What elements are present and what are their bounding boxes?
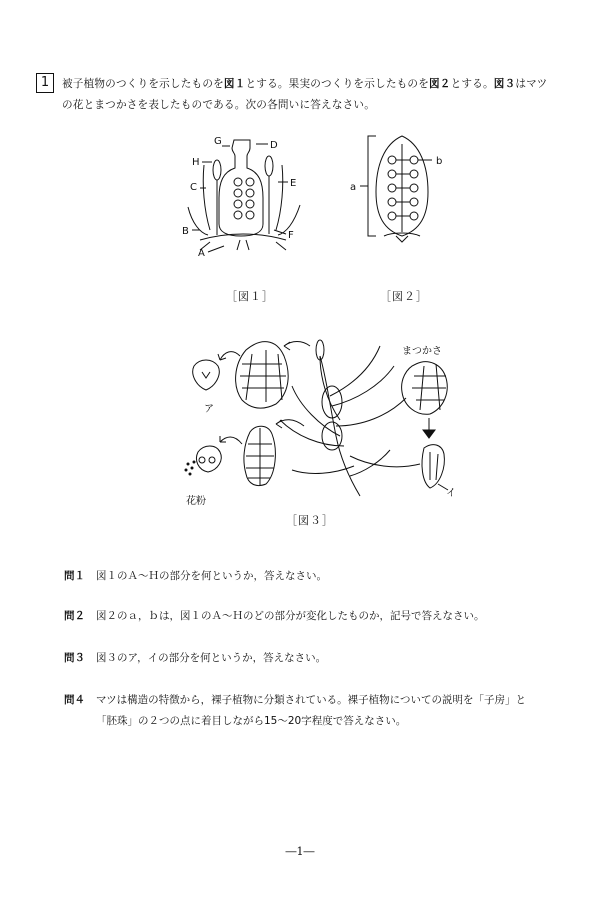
- fig3-label-matsukasa: まつかさ: [402, 346, 442, 357]
- fig3-label-pollen: 花粉: [186, 496, 206, 506]
- fig1-label-F: F: [288, 230, 294, 241]
- fig1-label-D: D: [270, 140, 278, 151]
- intro-fig2-ref: 図２: [429, 78, 451, 90]
- fig3-label-a: ア: [204, 404, 214, 415]
- question-intro: [62, 74, 562, 116]
- intro-text: とする。: [450, 78, 494, 90]
- fig1-label-H: H: [192, 157, 200, 168]
- question-4-number: 問４: [64, 694, 85, 706]
- question-number-box: 1: [36, 73, 54, 93]
- figure2-caption: ［図２］: [380, 290, 428, 303]
- intro-text: 被子植物のつくりを示したものを: [62, 78, 224, 90]
- intro-text: とする。果実のつくりを示したものを: [245, 78, 429, 90]
- question-1-number: 問１: [64, 570, 85, 582]
- question-2-number: 問２: [64, 610, 85, 622]
- fig1-label-A: A: [198, 248, 205, 259]
- fig1-label-G: G: [214, 136, 222, 147]
- question-2-text: 図２のａ，ｂは，図１のＡ～Ｈのどの部分が変化したものか，記号で答えなさい。: [96, 610, 485, 622]
- fig1-label-B: B: [182, 226, 189, 237]
- figure3-caption: ［図３］: [286, 514, 334, 527]
- question-3-number: 問３: [64, 652, 85, 664]
- page-number: ―1―: [285, 845, 315, 858]
- intro-fig3-ref: 図３: [493, 78, 516, 90]
- fig1-label-E: E: [290, 178, 297, 189]
- question-4: [64, 690, 564, 732]
- question-3-text: 図３のア，イの部分を何というか，答えなさい。: [96, 652, 327, 664]
- question-4-text-line2: 「胚珠」の２つの点に着目しながら15～20字程度で答えなさい。: [96, 715, 407, 727]
- figure1-flower-diagram: [170, 130, 330, 260]
- intro-text-line2: の花とまつかさを表したものである。次の各問いに答えなさい。: [62, 99, 376, 111]
- question-4-text: マツは構造の特徴から，裸子植物に分類されている。裸子植物についての説明を「子房」と: [96, 694, 526, 706]
- fig1-label-C: C: [190, 182, 197, 193]
- question-1: [64, 566, 564, 587]
- question-1-text: 図１のＡ～Ｈの部分を何というか，答えなさい。: [96, 570, 327, 582]
- intro-fig1-ref: 図１: [223, 78, 246, 90]
- fig2-label-a: a: [350, 182, 357, 193]
- fig2-label-b: b: [436, 156, 443, 167]
- figure3-pine-diagram: [180, 336, 460, 506]
- fig3-label-i: イ: [446, 488, 456, 499]
- intro-text: はマツ: [515, 78, 548, 90]
- figure1-caption: ［図１］: [226, 290, 274, 303]
- figure2-fruit-diagram: [342, 130, 462, 250]
- question-3: [64, 648, 564, 669]
- question-2: [64, 606, 564, 627]
